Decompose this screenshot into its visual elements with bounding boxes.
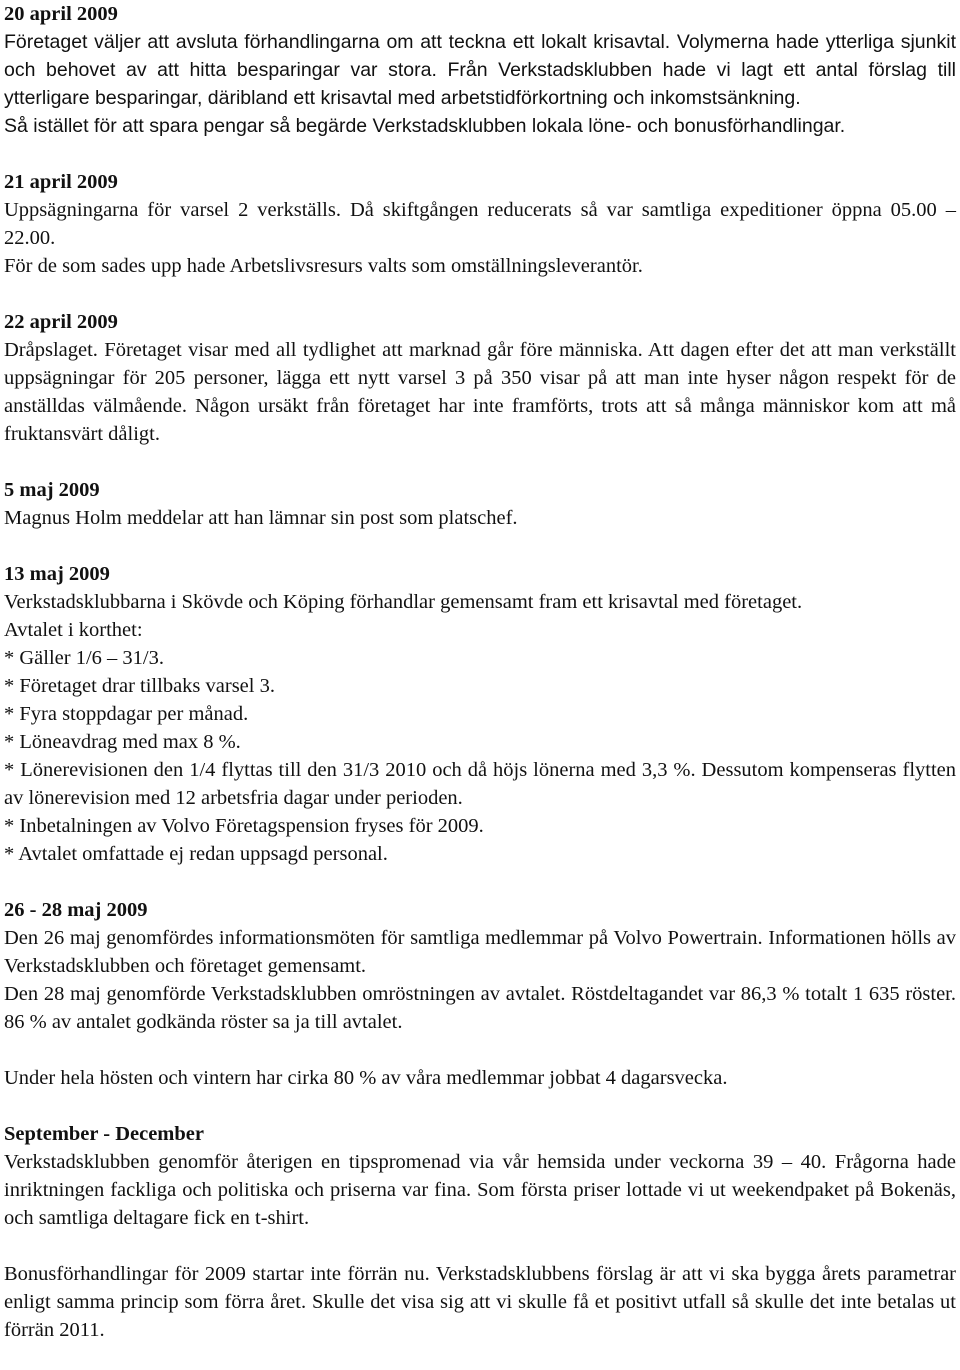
list-item: * Inbetalningen av Volvo Företagspension fryses för 2009. — [4, 815, 484, 837]
list-item: * Avtalet omfattade ej redan uppsagd personal. — [4, 843, 388, 865]
entry-date: 21 april 2009 — [4, 171, 118, 193]
entry-september-december — [4, 1120, 956, 1232]
entry-paragraph: Den 26 maj genomfördes informationsmöten för samtliga medlemmar på Volvo Powertrain. Informationen hölls av Verkstadsklubben och företaget gemensamt. — [4, 927, 956, 977]
entry-date: September - December — [4, 1123, 204, 1145]
paragraph-text: Bonusförhandlingar för 2009 startar inte förrän nu. Verkstadsklubbens förslag är att vi ska bygga årets parametrar enligt samma princip som förra året. Skulle det visa sig att vi skulle få et positivt utfall så skulle det inte betalas ut förrän 2011. — [4, 1263, 956, 1341]
entry-paragraph: Den 28 maj genomförde Verkstadsklubben omröstningen av avtalet. Röstdeltagandet var 86,3 % totalt 1 635 röster. 86 % av antalet godkända röster sa ja till avtalet. — [4, 983, 956, 1033]
entry-22-april-2009 — [4, 308, 956, 448]
entry-20-april-2009 — [4, 0, 956, 140]
list-item: * Företaget drar tillbaks varsel 3. — [4, 675, 275, 697]
paragraph-bonus-negotiations — [4, 1260, 956, 1344]
entry-paragraph: Verkstadsklubbarna i Skövde och Köping förhandlar gemensamt fram ett krisavtal med företaget. — [4, 591, 803, 613]
entry-paragraph: För de som sades upp hade Arbetslivsresurs valts som omställningsleverantör. — [4, 255, 643, 277]
entry-paragraph: Avtalet i korthet: — [4, 619, 143, 641]
entry-paragraph: Verkstadsklubben genomför återigen en tipspromenad via vår hemsida under veckorna 39 – 40. Frågorna hade inriktningen fackliga och politiska och priserna var fina. Som första priser lottade vi ut weekendpaket på Bokenäs, och samtliga deltagare fick en t-shirt. — [4, 1151, 956, 1229]
entry-paragraph: Så istället för att spara pengar så begärde Verkstadsklubben lokala löne- och bonusförhandlingar. — [4, 115, 846, 137]
paragraph-autumn-winter — [4, 1064, 956, 1092]
entry-5-maj-2009 — [4, 476, 956, 532]
list-item: * Lönerevisionen den 1/4 flyttas till den 31/3 2010 och då höjs lönerna med 3,3 %. Dessutom kompenseras flytten av lönerevision med 12 arbetsfria dagar under perioden. — [4, 759, 956, 809]
entry-21-april-2009 — [4, 168, 956, 280]
entry-paragraph: Företaget väljer att avsluta förhandlingarna om att teckna ett lokalt krisavtal. Volymerna hade ytterliga sjunkit och behovet av att hitta besparingar var stora. Från Verkstadsklubben hade vi lagt ett antal förslag till ytterligare besparingar, däribland ett krisavtal med arbetstidförkortning och inkomstsänkning. — [4, 31, 956, 109]
entry-13-maj-2009 — [4, 560, 956, 868]
list-item: * Fyra stoppdagar per månad. — [4, 703, 249, 725]
list-item: * Gäller 1/6 – 31/3. — [4, 647, 164, 669]
entry-date: 13 maj 2009 — [4, 563, 110, 585]
entry-26-28-maj-2009 — [4, 896, 956, 1036]
entry-date: 22 april 2009 — [4, 311, 118, 333]
entry-paragraph: Dråpslaget. Företaget visar med all tydlighet att marknad går före människa. Att dagen efter det att man verkställt uppsägningar för 205 personer, lägga ett nytt varsel 3 på 350 visar på att man inte hyser någon respekt för de anställdas välmående. Någon ursäkt från företaget har inte framförts, trots att så många människor kom att må fruktansvärt dåligt. — [4, 339, 956, 445]
entry-date: 5 maj 2009 — [4, 479, 100, 501]
entry-paragraph: Magnus Holm meddelar att han lämnar sin post som platschef. — [4, 507, 518, 529]
entry-date: 26 - 28 maj 2009 — [4, 899, 148, 921]
entry-date: 20 april 2009 — [4, 3, 118, 25]
paragraph-text: Under hela hösten och vintern har cirka 80 % av våra medlemmar jobbat 4 dagarsvecka. — [4, 1067, 728, 1089]
list-item: * Löneavdrag med max 8 %. — [4, 731, 241, 753]
entry-paragraph: Uppsägningarna för varsel 2 verkställs. Då skiftgången reducerats så var samtliga expeditioner öppna 05.00 – 22.00. — [4, 199, 956, 249]
